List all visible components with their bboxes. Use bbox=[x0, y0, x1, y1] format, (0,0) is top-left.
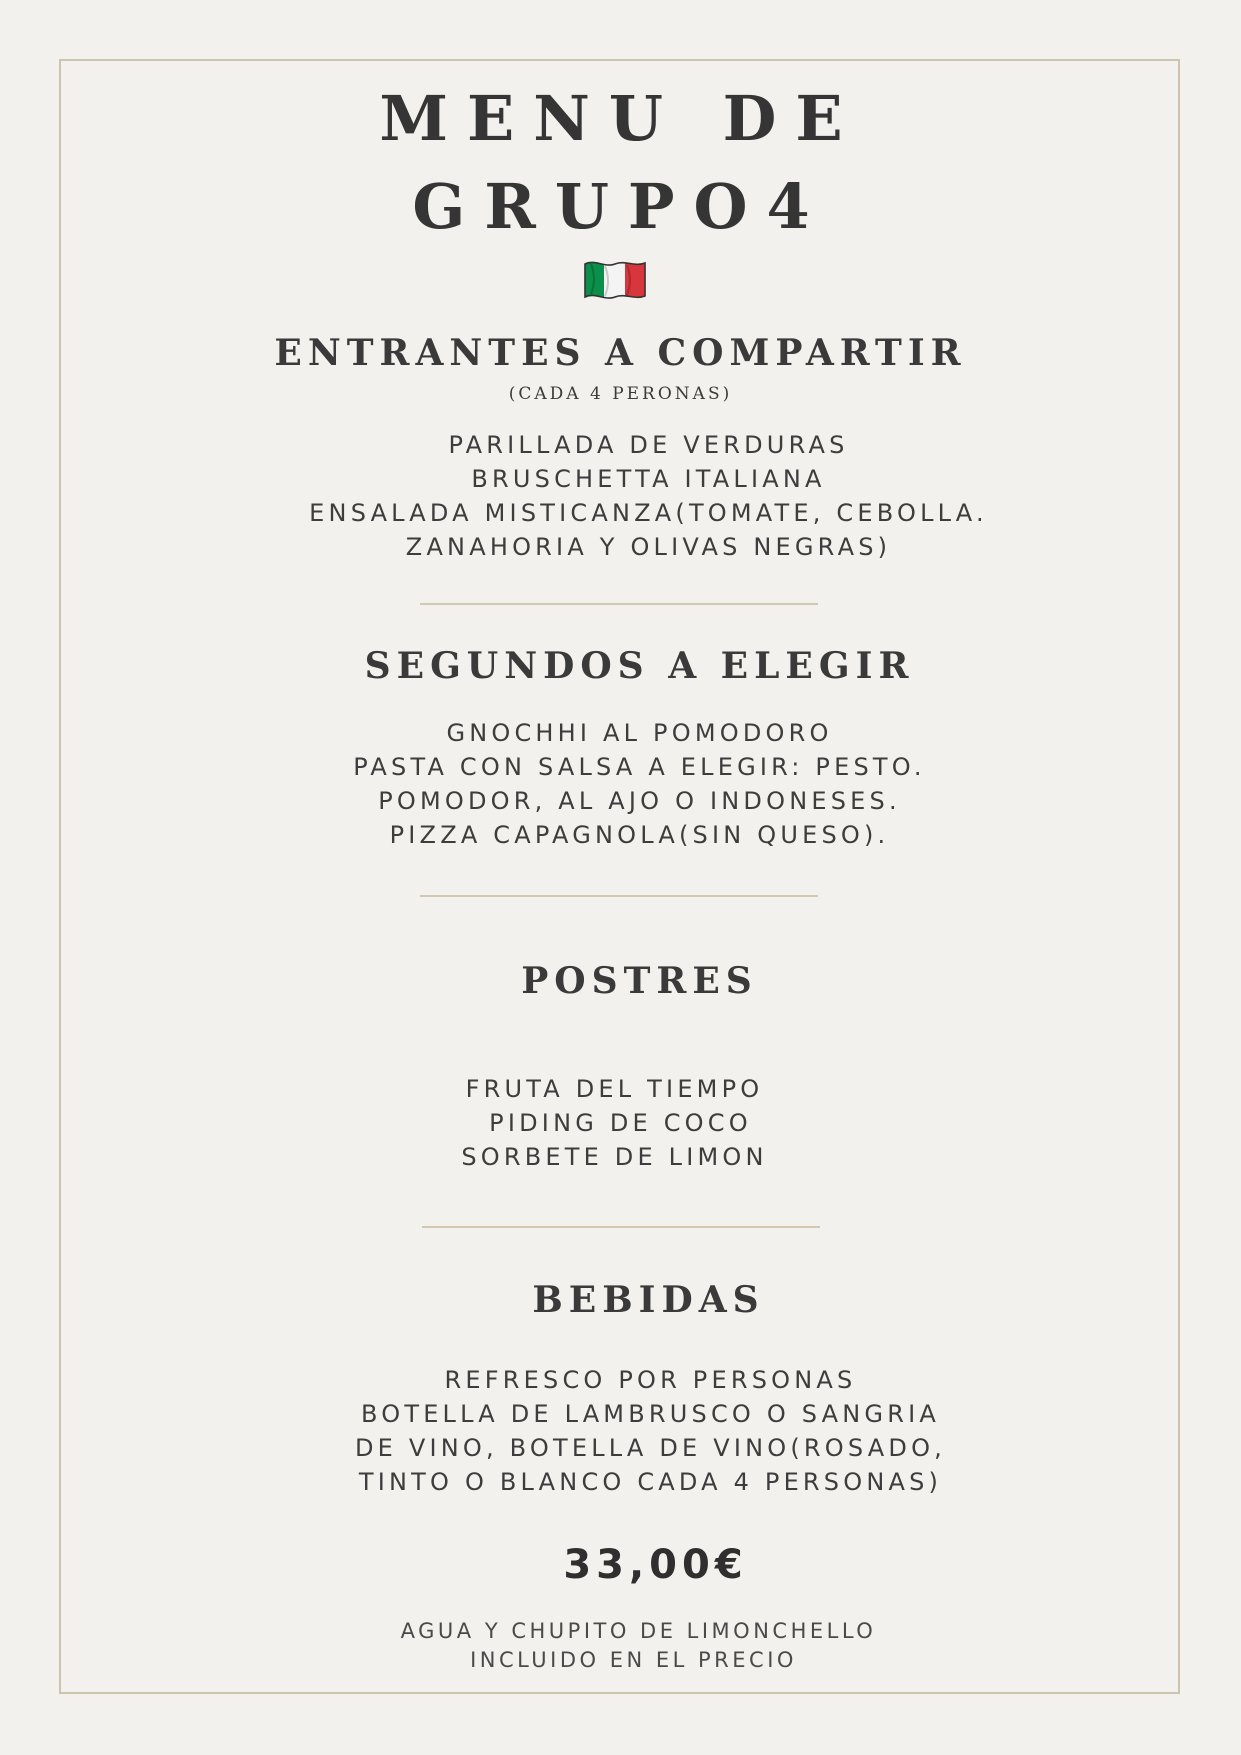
list-item: TINTO O BLANCO CADA 4 PERSONAS) bbox=[358, 1468, 943, 1496]
section-divider bbox=[422, 1226, 820, 1228]
list-item: POMODOR, AL AJO O INDONESES. bbox=[378, 787, 901, 815]
section-note-entrantes: (CADA 4 PERONAS) bbox=[508, 384, 733, 404]
list-item: PASTA CON SALSA A ELEGIR: PESTO. bbox=[353, 753, 926, 781]
list-item: FRUTA DEL TIEMPO bbox=[465, 1075, 764, 1103]
list-item: SORBETE DE LIMON bbox=[461, 1143, 768, 1171]
list-item: BOTELLA DE LAMBRUSCO O SANGRIA bbox=[361, 1400, 940, 1428]
menu-title-line-1: MENU DE bbox=[379, 82, 862, 155]
list-item: ZANAHORIA Y OLIVAS NEGRAS) bbox=[405, 533, 892, 561]
italy-flag-icon bbox=[583, 258, 647, 304]
menu-title-line-2: GRUPO4 bbox=[412, 170, 829, 243]
footnote-line: INCLUIDO EN EL PRECIO bbox=[470, 1648, 797, 1672]
list-item: ENSALADA MISTICANZA(TOMATE, CEBOLLA. bbox=[309, 499, 988, 527]
menu-price: 33,00€ bbox=[563, 1542, 748, 1588]
list-item: PIDING DE COCO bbox=[489, 1109, 752, 1137]
section-title-postres: POSTRES bbox=[521, 960, 758, 1002]
list-item: PARILLADA DE VERDURAS bbox=[448, 431, 849, 459]
list-item: GNOCHHI AL POMODORO bbox=[446, 719, 833, 747]
section-title-bebidas: BEBIDAS bbox=[532, 1279, 765, 1321]
list-item: DE VINO, BOTELLA DE VINO(ROSADO, bbox=[354, 1434, 946, 1462]
section-title-segundos: SEGUNDOS A ELEGIR bbox=[364, 645, 915, 687]
section-divider bbox=[420, 603, 818, 605]
section-divider bbox=[420, 895, 818, 897]
footnote-line: AGUA Y CHUPITO DE LIMONCHELLO bbox=[400, 1619, 877, 1643]
list-item: REFRESCO POR PERSONAS bbox=[444, 1366, 857, 1394]
list-item: PIZZA CAPAGNOLA(SIN QUESO). bbox=[389, 821, 890, 849]
list-item: BRUSCHETTA ITALIANA bbox=[471, 465, 826, 493]
section-title-entrantes: ENTRANTES A COMPARTIR bbox=[274, 332, 967, 374]
